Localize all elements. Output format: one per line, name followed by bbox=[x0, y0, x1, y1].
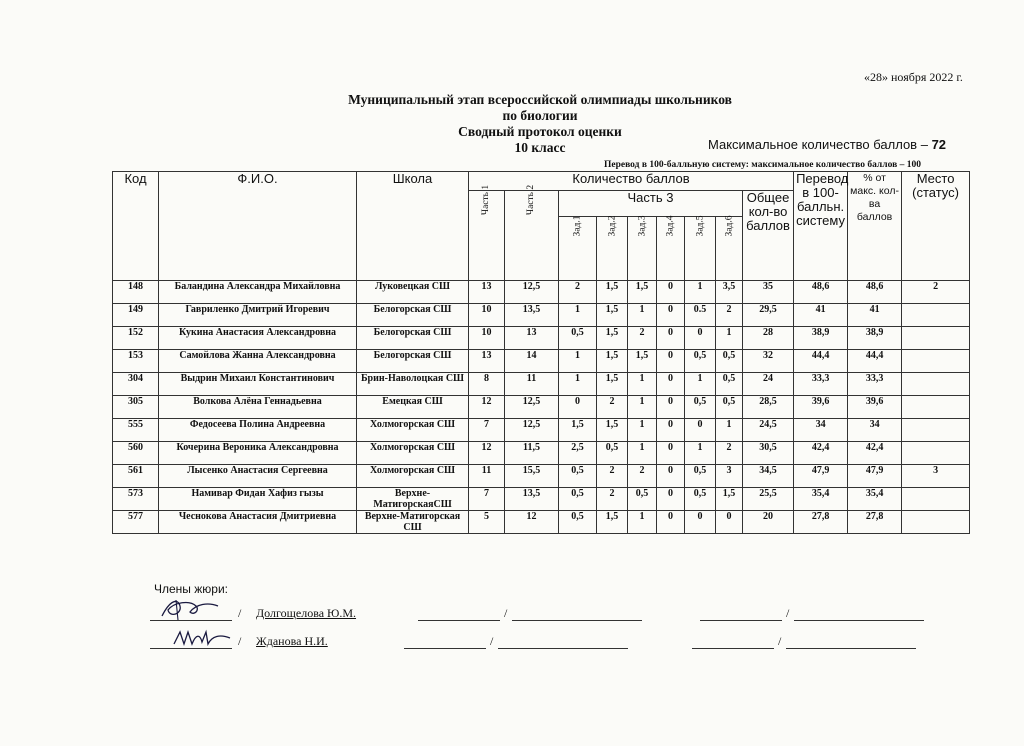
cell-task-3: 1 bbox=[628, 419, 657, 442]
cell-percent: 44,4 bbox=[848, 350, 902, 373]
cell-name: Кукина Анастасия Александровна bbox=[159, 327, 357, 350]
cell-code: 305 bbox=[113, 396, 159, 419]
header-task-label: Зад.4 bbox=[665, 215, 676, 237]
table-row bbox=[113, 350, 970, 373]
cell-part1: 7 bbox=[469, 419, 505, 442]
cell-name: Волкова Алёна Геннадьевна bbox=[159, 396, 357, 419]
table-row bbox=[113, 304, 970, 327]
cell-total: 35 bbox=[743, 281, 794, 304]
header-school: Школа bbox=[357, 172, 469, 281]
cell-task-1: 0 bbox=[559, 396, 597, 419]
cell-task-2: 0,5 bbox=[597, 442, 628, 465]
separator: / bbox=[786, 606, 790, 620]
cell-percent: 27,8 bbox=[848, 511, 902, 534]
cell-task-3: 1,5 bbox=[628, 350, 657, 373]
cell-total: 32 bbox=[743, 350, 794, 373]
cell-part2: 15,5 bbox=[505, 465, 559, 488]
cell-task-2: 1,5 bbox=[597, 327, 628, 350]
blank-line bbox=[692, 648, 774, 649]
cell-place bbox=[902, 442, 970, 465]
cell-part2: 12,5 bbox=[505, 419, 559, 442]
cell-task-5: 0,5 bbox=[685, 350, 716, 373]
cell-place bbox=[902, 350, 970, 373]
cell-task-4: 0 bbox=[657, 419, 685, 442]
cell-total: 24 bbox=[743, 373, 794, 396]
cell-task-5: 0,5 bbox=[685, 488, 716, 511]
cell-task-1: 0,5 bbox=[559, 327, 597, 350]
header-task-1 bbox=[559, 217, 597, 281]
header-task-6 bbox=[716, 217, 743, 281]
conversion-note: Перевод в 100-балльную систему: максимальное количество баллов – 100 bbox=[604, 160, 921, 170]
cell-percent: 48,6 bbox=[848, 281, 902, 304]
header-place: Место (статус) bbox=[902, 172, 970, 281]
table-row bbox=[113, 511, 970, 534]
header-part1 bbox=[469, 184, 505, 281]
cell-task-3: 1 bbox=[628, 511, 657, 534]
cell-code: 555 bbox=[113, 419, 159, 442]
cell-task-1: 1 bbox=[559, 373, 597, 396]
cell-code: 573 bbox=[113, 488, 159, 511]
cell-part1: 12 bbox=[469, 442, 505, 465]
cell-code: 561 bbox=[113, 465, 159, 488]
cell-place: 3 bbox=[902, 465, 970, 488]
table-row bbox=[113, 373, 970, 396]
cell-task-3: 0,5 bbox=[628, 488, 657, 511]
cell-converted: 42,4 bbox=[794, 442, 848, 465]
cell-place bbox=[902, 488, 970, 511]
max-points-label: Максимальное количество баллов – bbox=[708, 137, 928, 152]
cell-part2: 13,5 bbox=[505, 304, 559, 327]
jury-member-name: Жданова Н.И. bbox=[256, 634, 328, 648]
cell-part1: 5 bbox=[469, 511, 505, 534]
cell-task-6: 2 bbox=[716, 304, 743, 327]
cell-part1: 13 bbox=[469, 281, 505, 304]
cell-task-5: 1 bbox=[685, 442, 716, 465]
cell-task-5: 0,5 bbox=[685, 396, 716, 419]
cell-name: Самойлова Жанна Александровна bbox=[159, 350, 357, 373]
header-task-4 bbox=[657, 217, 685, 281]
cell-task-3: 1 bbox=[628, 396, 657, 419]
cell-task-6: 0,5 bbox=[716, 350, 743, 373]
header-part2 bbox=[505, 184, 559, 281]
cell-school: Луковецкая СШ bbox=[357, 281, 469, 304]
cell-school: Брин-Наволоцкая СШ bbox=[357, 373, 469, 396]
cell-task-2: 2 bbox=[597, 396, 628, 419]
cell-converted: 34 bbox=[794, 419, 848, 442]
cell-part1: 8 bbox=[469, 373, 505, 396]
cell-task-3: 2 bbox=[628, 465, 657, 488]
cell-school: Холмогорская СШ bbox=[357, 465, 469, 488]
blank-line bbox=[404, 648, 486, 649]
cell-total: 30,5 bbox=[743, 442, 794, 465]
cell-place: 2 bbox=[902, 281, 970, 304]
header-total: Общее кол-во баллов bbox=[743, 191, 794, 281]
blank-line bbox=[786, 648, 916, 649]
cell-total: 34,5 bbox=[743, 465, 794, 488]
blank-line bbox=[794, 620, 924, 621]
cell-task-1: 2 bbox=[559, 281, 597, 304]
cell-task-5: 1 bbox=[685, 373, 716, 396]
cell-task-1: 1 bbox=[559, 304, 597, 327]
cell-code: 153 bbox=[113, 350, 159, 373]
cell-school: Холмогорская СШ bbox=[357, 442, 469, 465]
header-task-label: Зад.2 bbox=[607, 215, 617, 237]
cell-total: 28 bbox=[743, 327, 794, 350]
results-body bbox=[113, 281, 970, 534]
header-task-label: Зад.6 bbox=[724, 215, 734, 237]
separator: / bbox=[238, 634, 242, 648]
table-row bbox=[113, 442, 970, 465]
blank-line bbox=[498, 648, 628, 649]
cell-place bbox=[902, 373, 970, 396]
cell-name: Выдрин Михаил Константинович bbox=[159, 373, 357, 396]
cell-task-6: 3 bbox=[716, 465, 743, 488]
cell-task-3: 1 bbox=[628, 373, 657, 396]
separator: / bbox=[504, 606, 508, 620]
cell-part2: 11 bbox=[505, 373, 559, 396]
cell-task-4: 0 bbox=[657, 304, 685, 327]
cell-name: Федосеева Полина Андреевна bbox=[159, 419, 357, 442]
jury-member-name: Долгощелова Ю.М. bbox=[256, 606, 357, 620]
header-part2-label: Часть 2 bbox=[526, 184, 537, 216]
cell-place bbox=[902, 396, 970, 419]
cell-task-2: 2 bbox=[597, 488, 628, 511]
blank-line bbox=[700, 620, 782, 621]
blank-line bbox=[418, 620, 500, 621]
cell-name: Гавриленко Дмитрий Игоревич bbox=[159, 304, 357, 327]
cell-task-3: 1,5 bbox=[628, 281, 657, 304]
results-table bbox=[112, 171, 970, 534]
cell-task-6: 2 bbox=[716, 442, 743, 465]
signature-line bbox=[150, 620, 232, 621]
cell-task-4: 0 bbox=[657, 350, 685, 373]
cell-part1: 13 bbox=[469, 350, 505, 373]
table-row bbox=[113, 281, 970, 304]
cell-converted: 35,4 bbox=[794, 488, 848, 511]
cell-percent: 34 bbox=[848, 419, 902, 442]
max-points bbox=[708, 137, 946, 152]
cell-task-3: 1 bbox=[628, 442, 657, 465]
cell-school: Емецкая СШ bbox=[357, 396, 469, 419]
cell-code: 152 bbox=[113, 327, 159, 350]
cell-name: Лысенко Анастасия Сергеевна bbox=[159, 465, 357, 488]
cell-total: 28,5 bbox=[743, 396, 794, 419]
cell-percent: 39,6 bbox=[848, 396, 902, 419]
cell-task-6: 0,5 bbox=[716, 396, 743, 419]
cell-task-5: 1 bbox=[685, 281, 716, 304]
cell-part1: 11 bbox=[469, 465, 505, 488]
signature-image bbox=[170, 626, 236, 650]
cell-percent: 35,4 bbox=[848, 488, 902, 511]
cell-place bbox=[902, 327, 970, 350]
cell-task-6: 1,5 bbox=[716, 488, 743, 511]
cell-code: 304 bbox=[113, 373, 159, 396]
cell-percent: 41 bbox=[848, 304, 902, 327]
header-code: Код bbox=[113, 172, 159, 281]
cell-task-2: 2 bbox=[597, 465, 628, 488]
header-task-label: Зад.3 bbox=[637, 215, 647, 237]
cell-task-5: 0 bbox=[685, 511, 716, 534]
cell-total: 25,5 bbox=[743, 488, 794, 511]
cell-place bbox=[902, 419, 970, 442]
title-line: Сводный протокол оценки bbox=[458, 124, 622, 139]
cell-percent: 42,4 bbox=[848, 442, 902, 465]
cell-converted: 38,9 bbox=[794, 327, 848, 350]
cell-task-4: 0 bbox=[657, 373, 685, 396]
cell-school: Белогорская СШ bbox=[357, 350, 469, 373]
header-name: Ф.И.О. bbox=[159, 172, 357, 281]
header-percent: % от макс. кол-ва баллов bbox=[848, 172, 902, 281]
cell-name: Намивар Фидан Хафиз гызы bbox=[159, 488, 357, 511]
title-line: Муниципальный этап всероссийской олимпиады школьников bbox=[348, 92, 732, 107]
cell-part2: 14 bbox=[505, 350, 559, 373]
cell-place bbox=[902, 304, 970, 327]
cell-name: Баландина Александра Михайловна bbox=[159, 281, 357, 304]
cell-converted: 47,9 bbox=[794, 465, 848, 488]
header-converted: Перевод в 100-балльн. систему bbox=[794, 172, 848, 281]
cell-code: 560 bbox=[113, 442, 159, 465]
cell-school: Холмогорская СШ bbox=[357, 419, 469, 442]
cell-task-1: 0,5 bbox=[559, 488, 597, 511]
cell-task-6: 1 bbox=[716, 327, 743, 350]
cell-total: 29,5 bbox=[743, 304, 794, 327]
header-score-group: Количество баллов bbox=[469, 172, 794, 191]
cell-code: 149 bbox=[113, 304, 159, 327]
header-task-3 bbox=[628, 217, 657, 281]
cell-part1: 10 bbox=[469, 327, 505, 350]
cell-task-2: 1,5 bbox=[597, 304, 628, 327]
cell-task-2: 1,5 bbox=[597, 511, 628, 534]
header-task-label: Зад.1 bbox=[572, 215, 583, 237]
cell-code: 148 bbox=[113, 281, 159, 304]
cell-code: 577 bbox=[113, 511, 159, 534]
table-row bbox=[113, 327, 970, 350]
cell-task-2: 1,5 bbox=[597, 281, 628, 304]
cell-task-3: 2 bbox=[628, 327, 657, 350]
cell-task-5: 0 bbox=[685, 327, 716, 350]
separator: / bbox=[778, 634, 782, 648]
cell-part2: 12 bbox=[505, 511, 559, 534]
cell-task-4: 0 bbox=[657, 442, 685, 465]
cell-task-4: 0 bbox=[657, 511, 685, 534]
table-row bbox=[113, 488, 970, 511]
cell-task-2: 1,5 bbox=[597, 373, 628, 396]
blank-line bbox=[512, 620, 642, 621]
cell-task-4: 0 bbox=[657, 488, 685, 511]
jury-title: Члены жюри: bbox=[154, 582, 228, 596]
cell-part2: 11,5 bbox=[505, 442, 559, 465]
table-row bbox=[113, 465, 970, 488]
max-points-value: 72 bbox=[931, 137, 947, 152]
protocol-date: «28» ноября 2022 г. bbox=[864, 70, 963, 84]
cell-part1: 7 bbox=[469, 488, 505, 511]
header-task-5 bbox=[685, 217, 716, 281]
title-line: 10 класс bbox=[514, 140, 566, 155]
cell-converted: 27,8 bbox=[794, 511, 848, 534]
cell-total: 24,5 bbox=[743, 419, 794, 442]
cell-task-6: 0 bbox=[716, 511, 743, 534]
cell-name: Кочерина Вероника Александровна bbox=[159, 442, 357, 465]
cell-task-5: 0,5 bbox=[685, 465, 716, 488]
cell-part2: 13 bbox=[505, 327, 559, 350]
cell-converted: 44,4 bbox=[794, 350, 848, 373]
cell-task-6: 1 bbox=[716, 419, 743, 442]
cell-task-4: 0 bbox=[657, 465, 685, 488]
cell-task-1: 1 bbox=[559, 350, 597, 373]
separator: / bbox=[238, 606, 242, 620]
cell-task-1: 0,5 bbox=[559, 465, 597, 488]
cell-part2: 13,5 bbox=[505, 488, 559, 511]
cell-total: 20 bbox=[743, 511, 794, 534]
cell-task-4: 0 bbox=[657, 396, 685, 419]
cell-school: Белогорская СШ bbox=[357, 304, 469, 327]
table-row bbox=[113, 419, 970, 442]
cell-name: Чеснокова Анастасия Дмитриевна bbox=[159, 511, 357, 534]
cell-percent: 33,3 bbox=[848, 373, 902, 396]
cell-task-5: 0.5 bbox=[685, 304, 716, 327]
cell-task-3: 1 bbox=[628, 304, 657, 327]
cell-task-4: 0 bbox=[657, 327, 685, 350]
cell-converted: 39,6 bbox=[794, 396, 848, 419]
cell-school: Белогорская СШ bbox=[357, 327, 469, 350]
header-task-2 bbox=[597, 217, 628, 281]
cell-task-1: 2,5 bbox=[559, 442, 597, 465]
cell-part2: 12,5 bbox=[505, 281, 559, 304]
cell-task-1: 0,5 bbox=[559, 511, 597, 534]
signature-image bbox=[156, 596, 226, 622]
title-line: по биологии bbox=[502, 108, 578, 123]
cell-task-2: 1,5 bbox=[597, 350, 628, 373]
cell-task-6: 0,5 bbox=[716, 373, 743, 396]
cell-part1: 10 bbox=[469, 304, 505, 327]
table-row bbox=[113, 396, 970, 419]
cell-percent: 47,9 bbox=[848, 465, 902, 488]
cell-task-2: 1,5 bbox=[597, 419, 628, 442]
cell-school: Верхне-МатигорскаяСШ bbox=[357, 488, 469, 511]
cell-task-4: 0 bbox=[657, 281, 685, 304]
cell-task-6: 3,5 bbox=[716, 281, 743, 304]
separator: / bbox=[490, 634, 494, 648]
cell-task-5: 0 bbox=[685, 419, 716, 442]
header-task-label: Зад.5 bbox=[695, 215, 705, 237]
cell-converted: 48,6 bbox=[794, 281, 848, 304]
header-part1-label: Часть 1 bbox=[481, 184, 492, 216]
header-part3: Часть 3 bbox=[559, 191, 743, 217]
cell-part1: 12 bbox=[469, 396, 505, 419]
cell-task-1: 1,5 bbox=[559, 419, 597, 442]
cell-school: Верхне-Матигорская СШ bbox=[357, 511, 469, 534]
cell-converted: 33,3 bbox=[794, 373, 848, 396]
signature-line bbox=[150, 648, 232, 649]
cell-converted: 41 bbox=[794, 304, 848, 327]
cell-percent: 38,9 bbox=[848, 327, 902, 350]
cell-part2: 12,5 bbox=[505, 396, 559, 419]
cell-place bbox=[902, 511, 970, 534]
